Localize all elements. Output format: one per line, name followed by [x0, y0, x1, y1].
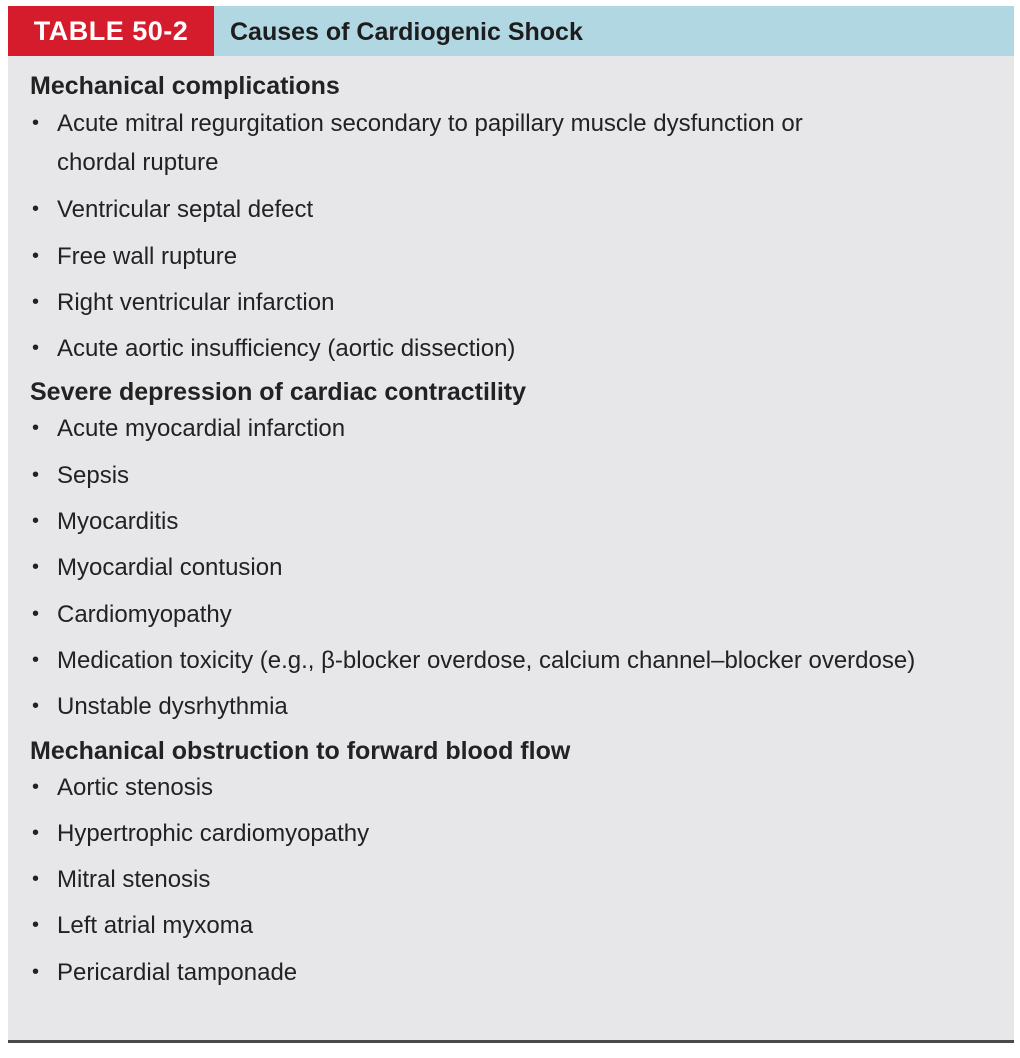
list-item	[30, 769, 1000, 806]
table-header	[8, 6, 1014, 56]
list-item	[30, 596, 1000, 633]
bullet-icon: •	[32, 463, 40, 486]
bullet-icon: •	[32, 556, 40, 579]
list-item	[30, 457, 1000, 494]
list-item	[30, 238, 1000, 275]
item-text: Unstable dysrhythmia	[57, 693, 288, 721]
bullet-icon: •	[32, 775, 40, 798]
list-item	[30, 907, 1000, 944]
item-text: Sepsis	[57, 461, 130, 489]
list-item	[30, 642, 1000, 679]
list-item	[30, 284, 1000, 321]
list-item	[30, 410, 1000, 447]
bullet-icon: •	[32, 510, 40, 533]
list-item	[30, 104, 857, 182]
bullet-icon: •	[32, 112, 40, 134]
item-text: Medication toxicity (e.g., β-blocker overdose, calcium channel–blocker overdose)	[57, 646, 916, 674]
table-container	[8, 6, 1014, 1042]
bullet-icon: •	[32, 648, 40, 671]
list-item	[30, 688, 1000, 725]
item-text: Ventricular septal defect	[57, 196, 314, 224]
list-item	[30, 330, 1000, 367]
item-text: Myocardial contusion	[57, 554, 283, 582]
table-title: Causes of Cardiogenic Shock	[230, 18, 583, 46]
section-mechanical-complications	[30, 68, 1000, 367]
bullet-icon: •	[32, 417, 40, 440]
list-item	[30, 861, 1000, 898]
bullet-icon: •	[32, 695, 40, 718]
section-heading: Severe depression of cardiac contractility	[30, 378, 527, 407]
bullet-icon: •	[32, 821, 40, 844]
section-severe-depression	[30, 374, 1000, 725]
list-item	[30, 503, 1000, 540]
item-list	[30, 769, 1000, 991]
item-text: Free wall rupture	[57, 242, 238, 270]
bullet-icon: •	[32, 914, 40, 937]
item-text: Mitral stenosis	[57, 866, 211, 894]
item-text: Hypertrophic cardiomyopathy	[57, 819, 370, 847]
list-item	[30, 954, 1000, 991]
item-text: Cardiomyopathy	[57, 600, 232, 628]
bullet-icon: •	[32, 244, 40, 267]
table-body	[30, 68, 1000, 1000]
section-mechanical-obstruction	[30, 733, 1000, 991]
bullet-icon: •	[32, 602, 40, 625]
bottom-divider	[8, 1040, 1014, 1043]
item-text: Myocarditis	[57, 508, 179, 536]
list-item	[30, 815, 1000, 852]
bullet-icon: •	[32, 868, 40, 891]
section-heading: Mechanical complications	[30, 72, 340, 100]
bullet-icon: •	[32, 960, 40, 983]
item-text: Aortic stenosis	[57, 773, 214, 801]
list-item	[30, 191, 1000, 228]
bullet-icon: •	[32, 290, 40, 313]
item-text: Acute myocardial infarction	[57, 415, 346, 443]
table-number-label: TABLE 50-2	[8, 6, 214, 56]
section-heading: Mechanical obstruction to forward blood flow	[30, 736, 571, 765]
item-text: Left atrial myxoma	[57, 912, 254, 940]
item-text: Acute aortic insufficiency (aortic dissection)	[57, 335, 516, 363]
bullet-icon: •	[32, 198, 40, 221]
item-text: Acute mitral regurgitation secondary to papillary muscle dysfunction or chordal rupture	[57, 110, 803, 176]
item-text: Pericardial tamponade	[57, 958, 298, 986]
item-list	[30, 104, 1000, 367]
item-text: Right ventricular infarction	[57, 288, 335, 316]
item-list	[30, 410, 1000, 725]
list-item	[30, 549, 1000, 586]
bullet-icon: •	[32, 337, 40, 360]
